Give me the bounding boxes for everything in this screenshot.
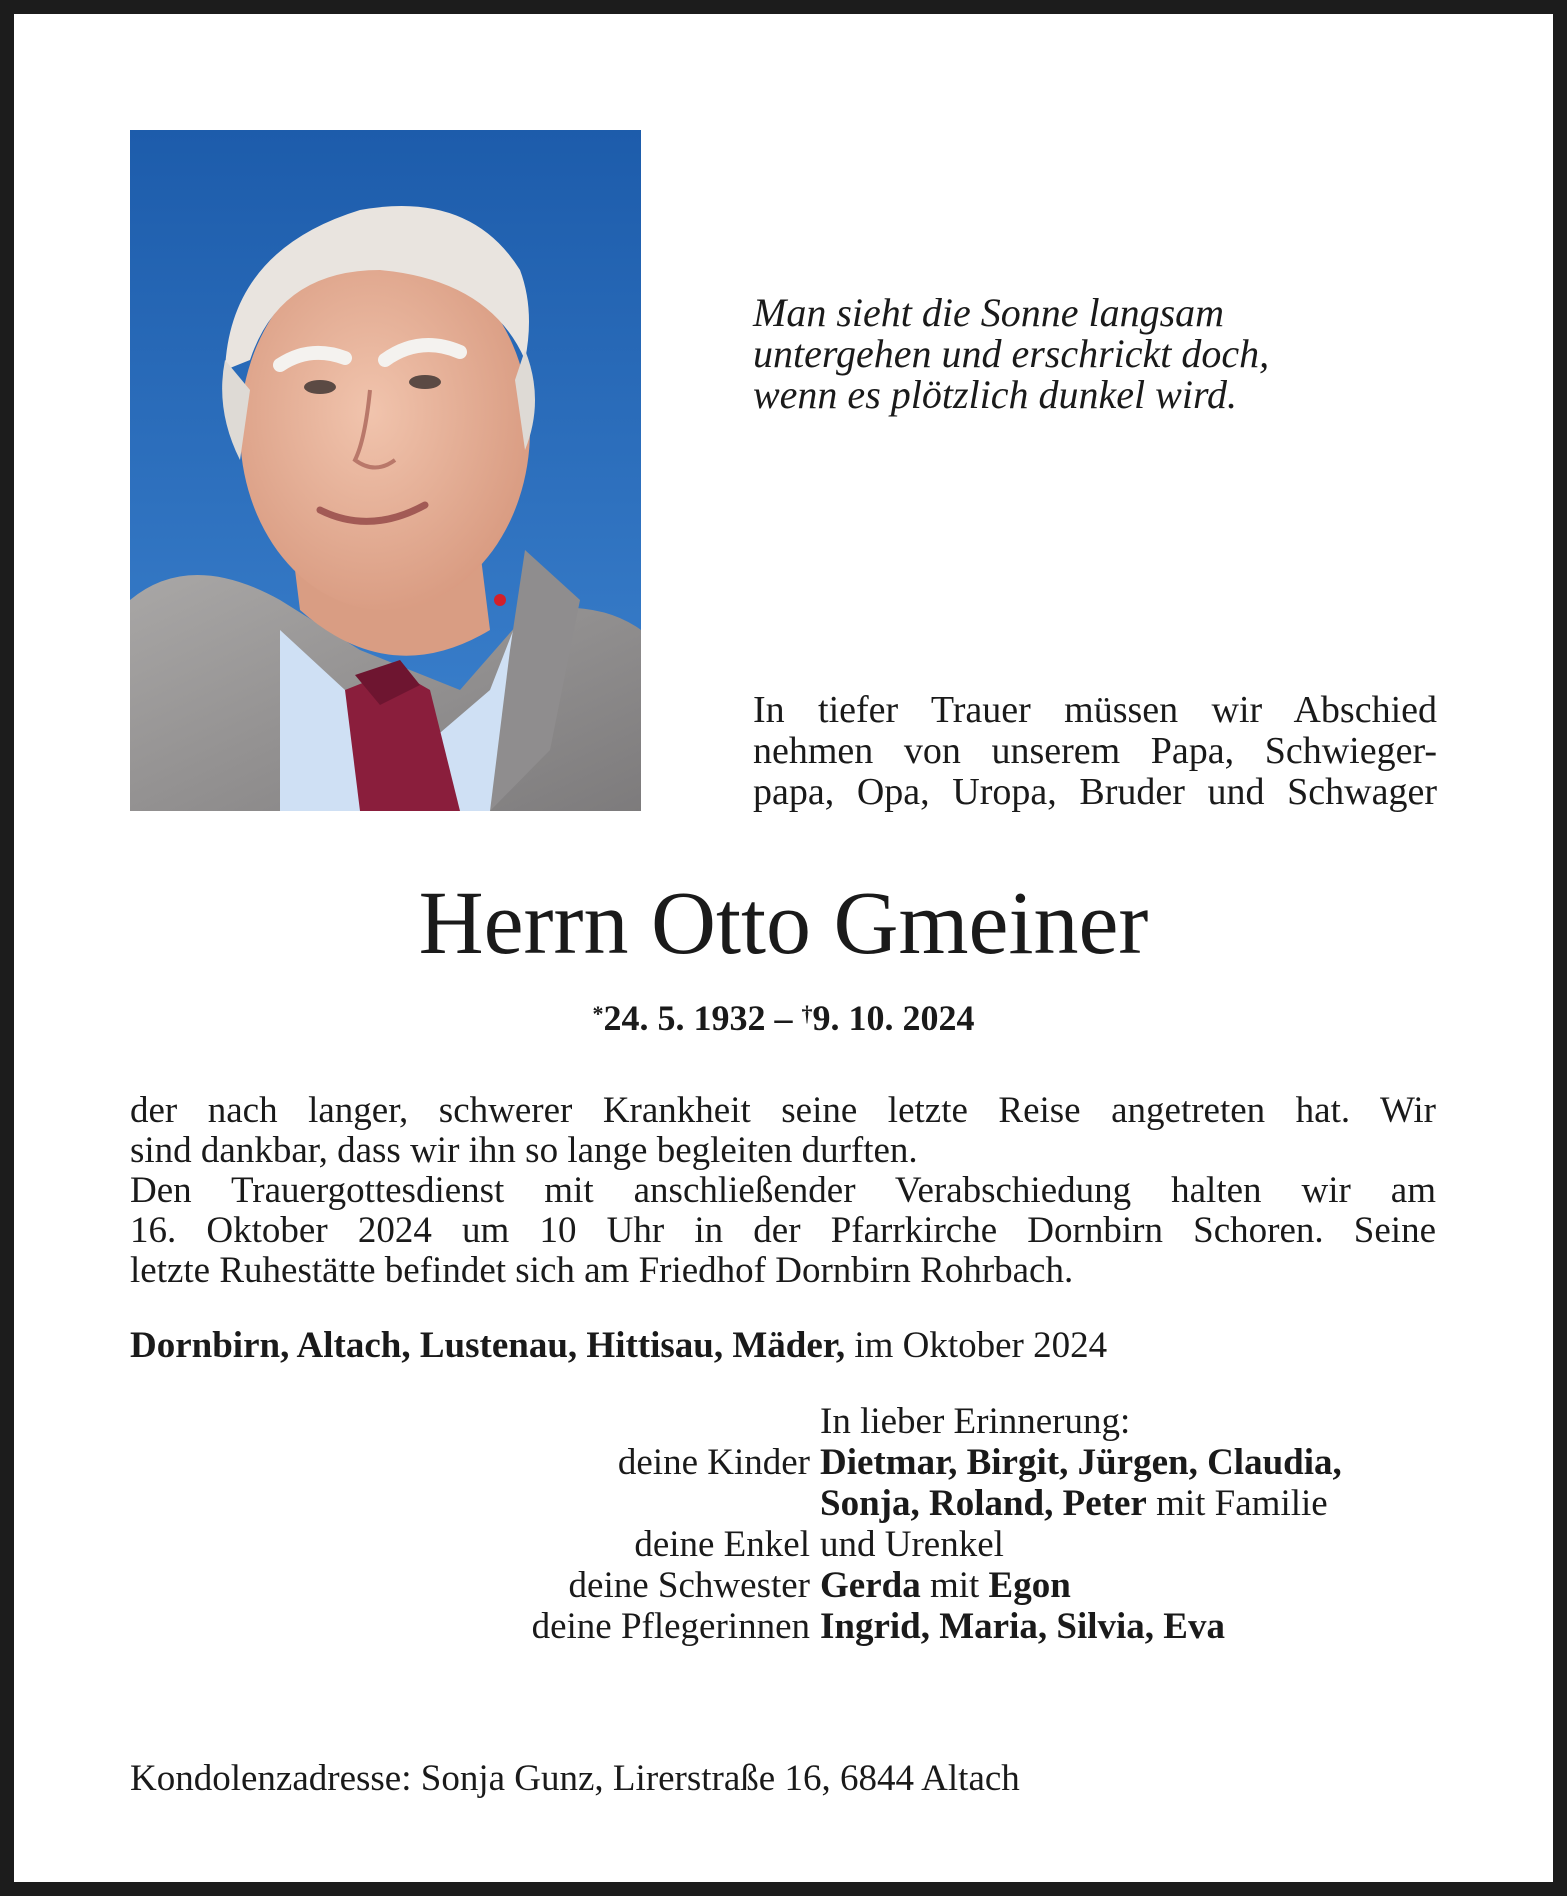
sister-partner: Egon [988, 1565, 1071, 1606]
children-names-bold-1: Dietmar, Birgit, Jürgen, Claudia, [820, 1442, 1342, 1483]
children-row-2 [14, 1483, 1553, 1524]
body-line: sind dankbar, dass wir ihn so lange begleiten durften. [130, 1130, 918, 1171]
intro-text [753, 690, 1437, 813]
deceased-name: Herrn Otto Gmeiner [418, 874, 1149, 973]
portrait-illustration [130, 130, 641, 811]
intro-line: nehmen von unserem Papa, Schwieger- [753, 730, 1437, 772]
date-separator: – [765, 998, 802, 1038]
announcement-text [130, 1091, 1436, 1291]
body-line: letzte Ruhestätte befindet sich am Friedhof Dornbirn Rohrbach. [130, 1250, 1074, 1291]
grandchildren-value: und Urenkel [820, 1524, 1004, 1565]
body-line: der nach langer, schwerer Krankheit seine letzte Reise angetreten hat. Wir [130, 1090, 1436, 1131]
memory-heading: In lieber Erinnerung: [820, 1401, 1131, 1442]
children-names-bold-2: Sonja, Roland, Peter [820, 1483, 1147, 1524]
death-symbol: † [801, 1001, 813, 1026]
memorial-quote [753, 292, 1453, 415]
death-date: 9. 10. 2024 [812, 998, 975, 1038]
body-line: Den Trauergottesdienst mit anschließender Verabschiedung halten wir am [130, 1170, 1436, 1211]
carers-label: deine Pflegerinnen [531, 1606, 810, 1647]
birth-symbol: * [592, 1001, 604, 1026]
places-names: Dornbirn, Altach, Lustenau, Hittisau, Mäder, [130, 1325, 846, 1366]
sister-name: Gerda [820, 1565, 921, 1606]
birth-date: 24. 5. 1932 [603, 998, 766, 1038]
children-label: deine Kinder [617, 1442, 810, 1483]
life-dates [14, 998, 1553, 1038]
intro-line: papa, Opa, Uropa, Bruder und Schwager [753, 771, 1437, 813]
children-suffix: mit Familie [1146, 1483, 1328, 1524]
sister-value [820, 1565, 1071, 1606]
places-date: im Oktober 2024 [845, 1325, 1108, 1366]
children-row [14, 1442, 1553, 1483]
memory-heading-row [14, 1401, 1553, 1442]
grandchildren-row [14, 1524, 1553, 1565]
portrait-photo [130, 130, 641, 811]
condolence-address: Kondolenzadresse: Sonja Gunz, Lirerstraße 16, 6844 Altach [130, 1758, 1020, 1799]
sister-label: deine Schwester [568, 1565, 810, 1606]
carers-value [820, 1606, 1225, 1647]
children-names-1 [820, 1442, 1342, 1483]
obituary-page [14, 14, 1553, 1882]
carers-row [14, 1606, 1553, 1647]
sister-row [14, 1565, 1553, 1606]
quote-line: wenn es plötzlich dunkel wird. [753, 372, 1238, 417]
body-line: 16. Oktober 2024 um 10 Uhr in der Pfarrkirche Dornbirn Schoren. Seine [130, 1210, 1436, 1251]
places-line [130, 1326, 1107, 1366]
memory-block [14, 1401, 1553, 1647]
children-names-2 [820, 1483, 1328, 1524]
carers-names: Ingrid, Maria, Silvia, Eva [820, 1606, 1225, 1647]
intro-line: In tiefer Trauer müssen wir Abschied [753, 689, 1437, 731]
sister-with: mit [920, 1565, 989, 1606]
quote-line: untergehen und erschrickt doch, [753, 331, 1270, 376]
quote-line: Man sieht die Sonne langsam [753, 290, 1225, 335]
grandchildren-label: deine Enkel [634, 1524, 810, 1565]
